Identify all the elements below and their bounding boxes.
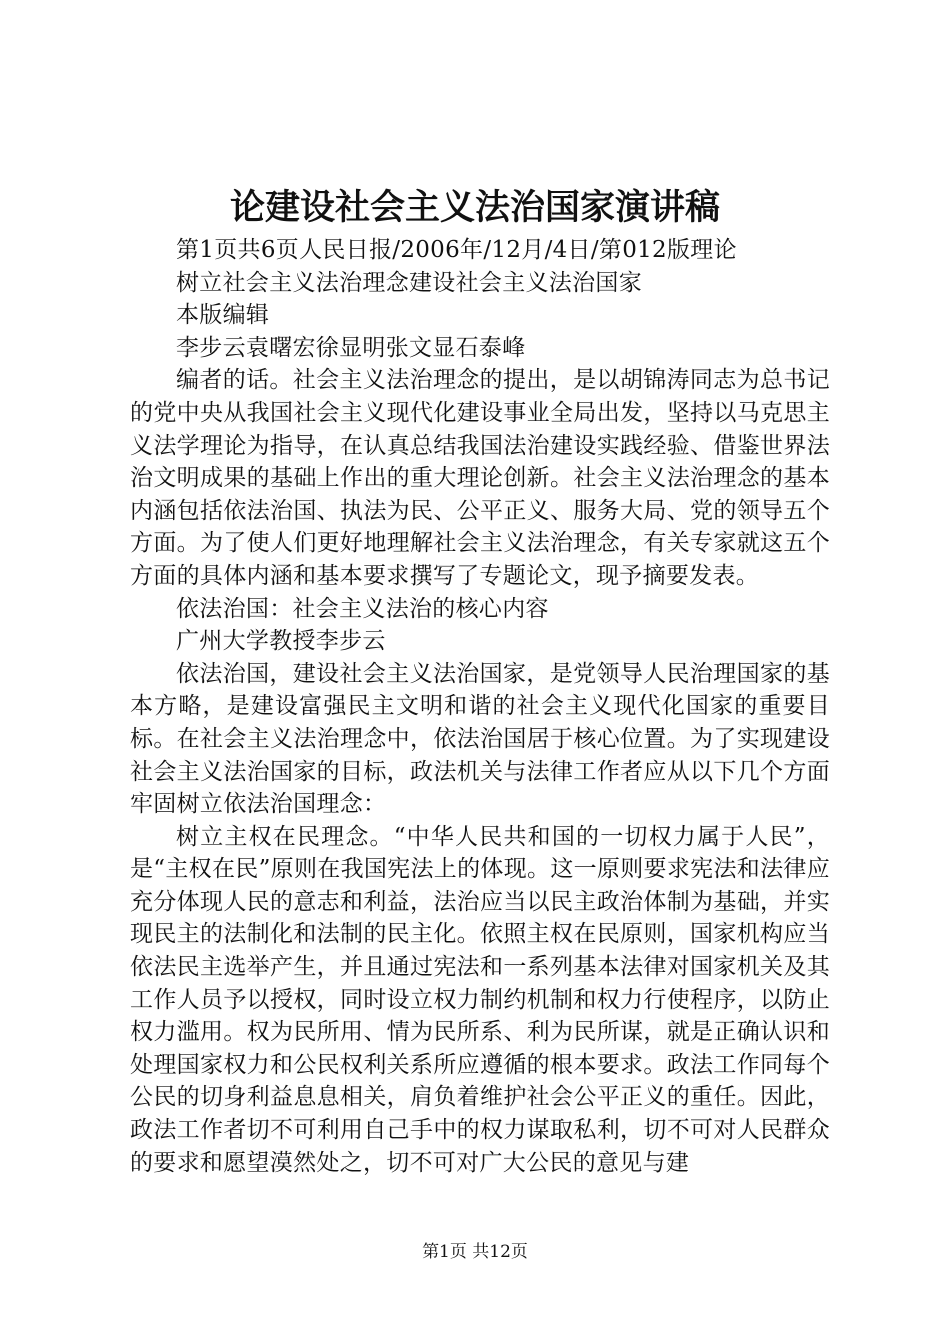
paragraph: 第1页共6页人民日报/2006年/12月/4日/第012版理论 <box>176 237 737 263</box>
paragraph: 依法治国：社会主义法治的核心内容 <box>176 595 549 622</box>
paragraph: 李步云袁曙宏徐显明张文显石泰峰 <box>176 334 526 361</box>
paragraph: 依法治国，建设社会主义法治国家，是党领导人民治理国家的基本方略，是建设富强民主文明和谐的社会主义现代化国家的重要目标。在社会主义法治理念中，依法治国居于核心位置。为了实现建设社会主义法治国家的目标，政法机关与法律工作者应从以下几个方面牢固树立依法治国理念： <box>130 660 830 818</box>
paragraph: 编者的话。社会主义法治理念的提出，是以胡锦涛同志为总书记的党中央从我国社会主义现代化建设事业全局出发，坚持以马克思主义法学理论为指导，在认真总结我国法治建设实践经验、借鉴世界法治文明成果的基础上作出的重大理论创新。社会主义法治理念的基本内涵包括依法治国、执法为民、公平正义、服务大局、党的领导五个方面。为了使人们更好地理解社会主义法治理念，有关专家就这五个方面的具体内涵和基本要求撰写了专题论文，现予摘要发表。 <box>130 367 830 589</box>
document-title: 论建设社会主义法治国家演讲稿 <box>229 187 720 228</box>
paragraph: 广州大学教授李步云 <box>176 628 386 655</box>
paragraph: 树立主权在民理念。“中华人民共和国的一切权力属于人民”，是“主权在民”原则在我国宪法上的体现。这一原则要求宪法和法律应充分体现人民的意志和利益，法治应当以民主政治体制为基础，并实现民主的法制化和法制的民主化。依照主权在民原则，国家机构应当依法民主选举产生，并且通过宪法和一系列基本法律对国家机关及其工作人员予以授权，同时设立权力制约机制和权力行使程序，以防止权力滥用。权为民所用、情为民所系、利为民所谋，就是正确认识和处理国家权力和公民权利关系所应遵循的根本要求。政法工作同每个公民的切身利益息息相关，肩负着维护社会公平正义的重任。因此，政法工作者切不可利用自己手中的权力谋取私利，切不可对人民群众的要求和愿望漠然处之，切不可对广大公民的意见与建 <box>130 823 830 1176</box>
page-footer: 第1页 共12页 <box>422 1242 528 1262</box>
paragraph: 树立社会主义法治理念建设社会主义法治国家 <box>176 269 642 296</box>
paragraph: 本版编辑 <box>176 302 270 329</box>
document-body <box>130 234 830 1179</box>
